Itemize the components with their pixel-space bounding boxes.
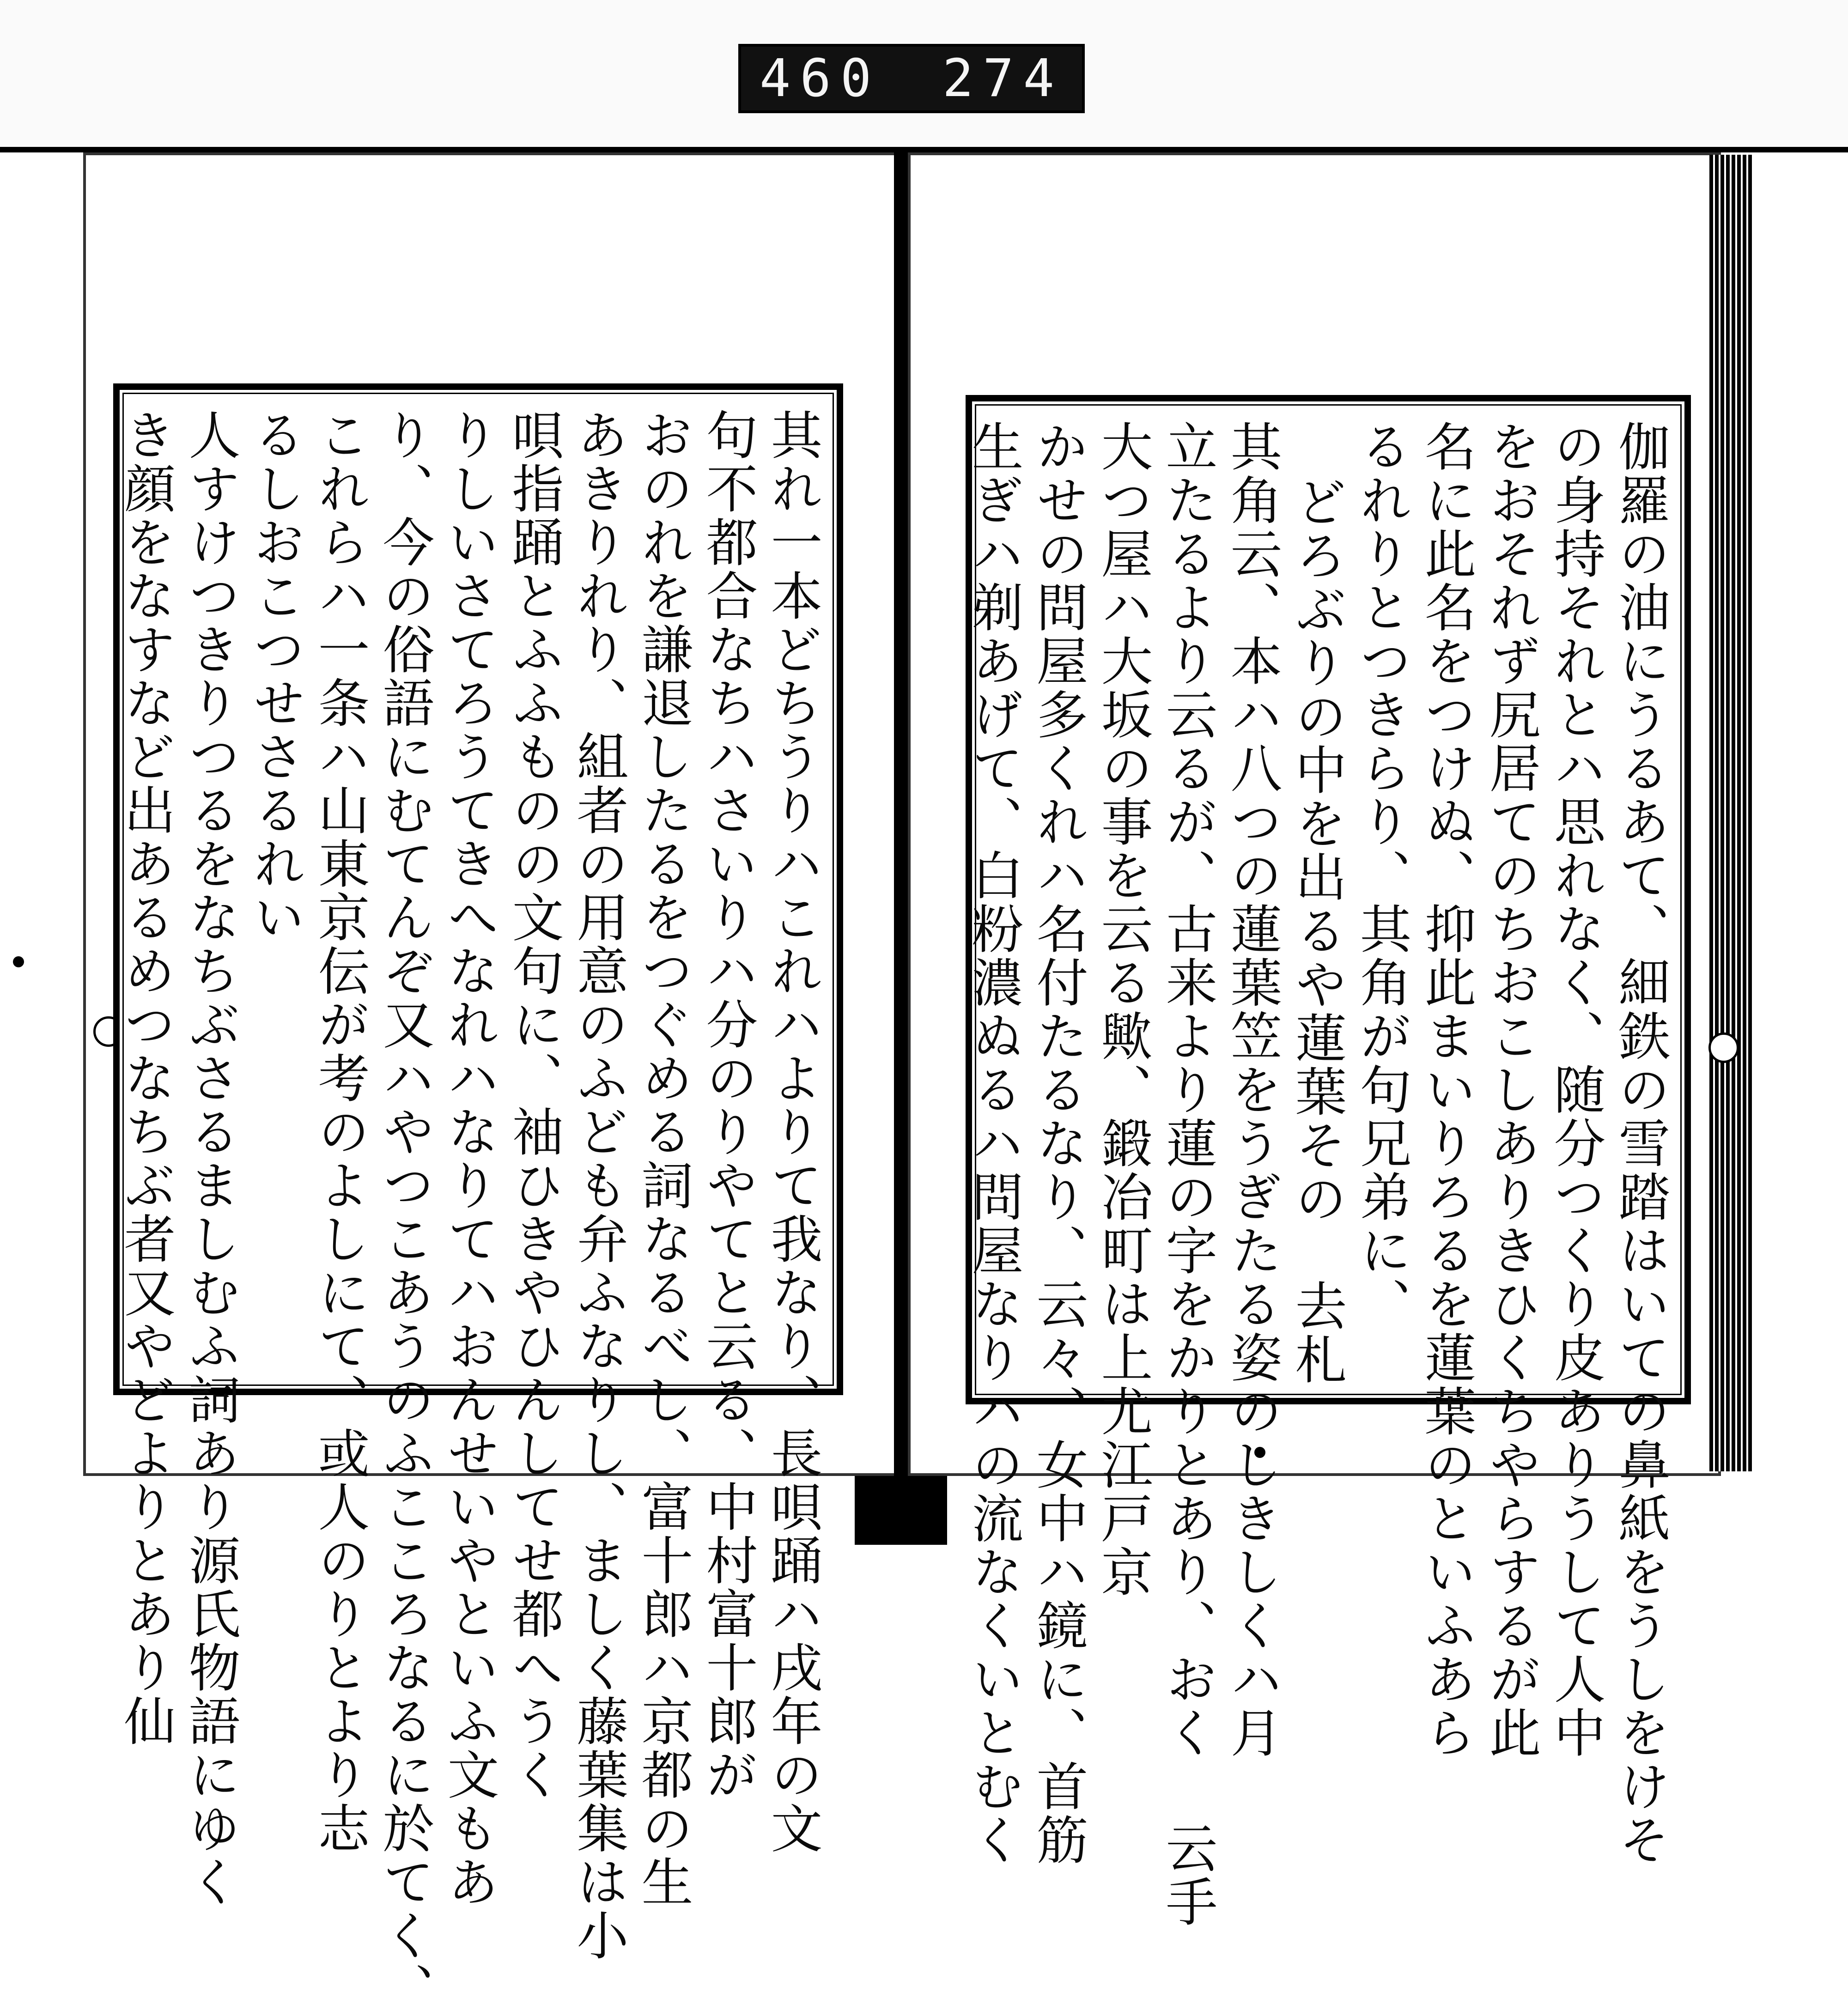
text-column: おのれを謙退したるをつぐめる詞なるべし、富十郎ハ京都の生 bbox=[633, 408, 693, 1909]
binding-tab bbox=[855, 1476, 947, 1545]
text-column: 其角云、本ハ八つの蓮葉笠をうぎたる姿のしきしくハ月 bbox=[1222, 420, 1282, 1760]
text-column: 伽羅の油にうるあて、細鉄の雪踏はいての鼻紙をうしをけそ bbox=[1610, 420, 1670, 1867]
catalog-number-label bbox=[738, 44, 1085, 113]
text-column: 名に此名をつけぬ、抑此まいりろるを蓮葉のといふあら bbox=[1416, 420, 1476, 1760]
catalog-left-number: 460 bbox=[760, 49, 881, 109]
text-column: の身持それとハ思れなく、随分つくり皮ありうして人中 bbox=[1545, 420, 1605, 1760]
book-gutter bbox=[894, 152, 908, 1476]
text-column: りしいさてろうてきへなれハなりてハおんせいやといふ文もあ bbox=[439, 408, 499, 1909]
text-column: るれりとつきらり、其角が句兄弟に、 bbox=[1351, 420, 1411, 1331]
text-column: 唄指踊とふふものの文句に、袖ひきやひんしてせ都へうく bbox=[504, 408, 564, 1802]
text-column: これらハ一条ハ山東京伝が考のよしにて、或人のりとより志 bbox=[310, 408, 370, 1855]
text-column: 立たるより云るが、古来より蓮の字をかりとあり、おく 云手 bbox=[1157, 420, 1217, 1929]
text-column: 人すけつきりつるをなちぶさるましむふ詞あり源氏物語にゆく bbox=[180, 408, 240, 1909]
text-column: るしおこつせさるれい bbox=[245, 408, 305, 944]
text-column: り、今の俗語にむてんぞ又ハやつこあうのふこころなるに於てく、 bbox=[374, 408, 434, 2016]
text-column: どろぶりの中を出るや蓮葉その 去札 bbox=[1287, 475, 1347, 1386]
page-edge-stack bbox=[1709, 155, 1753, 1471]
top-rule bbox=[0, 147, 1848, 152]
text-column: 生ぎハ剃あげて、白粉濃ぬるハ問屋なりハの流なくいとむく bbox=[963, 420, 1023, 1867]
text-column: 其れ一本どちうりハこれハよりて我なり、長唄踊ハ戌年の文 bbox=[762, 408, 822, 1855]
text-column: をおそれず尻居てのちおこしありきひくちやらするが此 bbox=[1481, 420, 1541, 1760]
text-column: き顔をなすなど出あるめつなちぶ者又やどよりとあり仙 bbox=[116, 408, 176, 1748]
text-column: 大つ屋ハ大坂の事を云る歟、鍛冶町は上尤江戸京 bbox=[1093, 420, 1153, 1599]
catalog-right-number: 274 bbox=[942, 49, 1064, 109]
right-text-frame bbox=[963, 395, 1691, 1929]
text-column: かせの問屋多くれハ名付たるなり、云々、女中ハ鏡に、首筋 bbox=[1028, 420, 1088, 1867]
left-text-frame bbox=[113, 383, 843, 2016]
text-column: あきりれり、組者の用意のふども弁ふなりし、ましく藤葉集は小 bbox=[568, 408, 628, 1962]
binding-hole-right bbox=[1708, 1032, 1739, 1063]
text-column: 句不都合なちハさいりハ分のりやてと云る、中村富十郎が bbox=[698, 408, 758, 1802]
ink-speck bbox=[13, 956, 24, 967]
